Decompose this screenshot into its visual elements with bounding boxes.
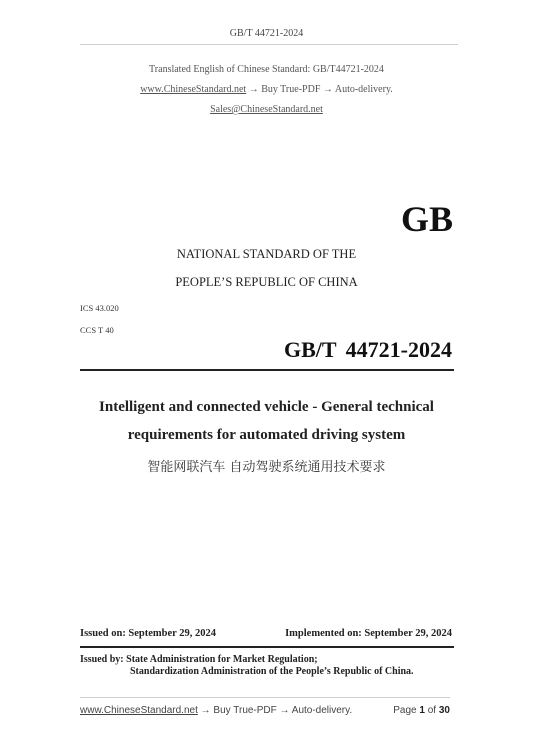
footer-text: → Buy True-PDF → Auto-delivery.: [197, 705, 353, 716]
email-link[interactable]: Sales@ChineseStandard.net: [210, 104, 323, 115]
buy-pdf-text: Buy True-PDF: [261, 84, 321, 95]
page-number: 1: [419, 705, 425, 716]
purchase-line: [0, 84, 533, 95]
footer-links: [80, 705, 352, 716]
ics-code: ICS 43.020: [80, 303, 119, 313]
arrow: →: [320, 84, 335, 95]
arrow: →: [246, 84, 262, 95]
national-standard-line1: NATIONAL STANDARD OF THE: [176, 247, 357, 261]
running-header: GB/T 44721-2024: [229, 28, 304, 39]
footer-site-link[interactable]: www.ChineseStandard.net: [80, 705, 198, 716]
footer-divider: [80, 697, 450, 698]
issued-by-line1: Issued by: State Administration for Market Regulation;: [80, 654, 318, 665]
of-label: of: [427, 705, 437, 716]
chinese-title: 智能网联汽车 自动驾驶系统通用技术要求: [147, 460, 386, 475]
title-line2: requirements for automated driving system: [127, 427, 406, 443]
page-indicator: [393, 705, 450, 716]
email-line: [0, 104, 533, 115]
issued-by-line2: Standardization Administration of the People’s Republic of China.: [130, 666, 414, 677]
header-divider: [80, 44, 458, 45]
ccs-code: CCS T 40: [80, 325, 114, 335]
site-link[interactable]: www.ChineseStandard.net: [140, 84, 247, 95]
page-total: 30: [438, 705, 450, 716]
issued-on: Issued on: September 29, 2024: [80, 628, 217, 639]
gb-mark: GB: [400, 199, 453, 239]
dates-rule: [80, 646, 454, 648]
title-rule: [80, 369, 454, 371]
delivery-text: Auto-delivery.: [334, 84, 393, 95]
translation-notice: Translated English of Chinese Standard: GB/T44721-2024: [149, 64, 384, 75]
page-label: Page: [393, 705, 417, 716]
standard-number: GB/T 44721-2024: [283, 337, 452, 362]
title-line1: Intelligent and connected vehicle - General technical: [99, 399, 434, 415]
implemented-on: Implemented on: September 29, 2024: [285, 628, 452, 639]
national-standard-line2: PEOPLE’S REPUBLIC OF CHINA: [175, 275, 358, 289]
